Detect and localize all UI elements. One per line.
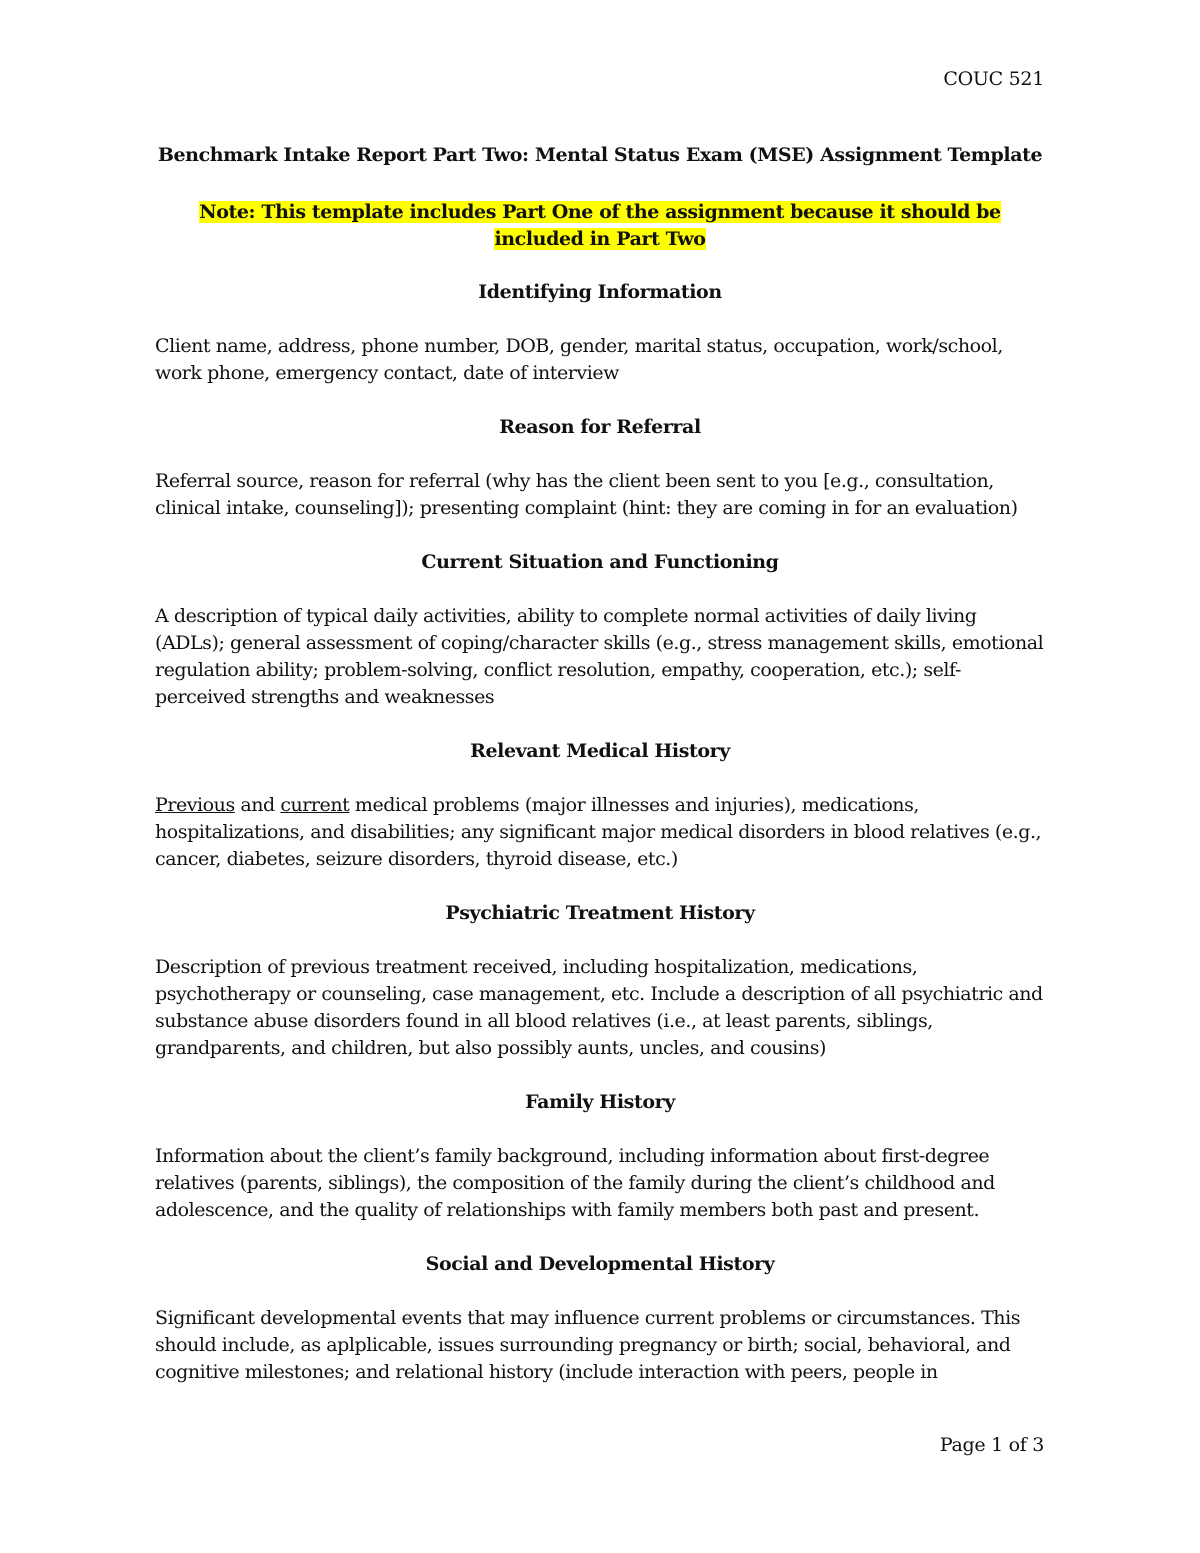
paragraph-psychiatric-treatment-history: Description of previous treatment received, including hospitalization, medications, psychotherapy or counseling, case management, etc. Include a description of all psychiatric and substance abuse disorders found in all blood relatives (i.e., at least parents, siblings, grandparents, and children, but also possibly aunts, uncles, and cousins) [155,956,1043,1059]
underlined-previous: Previous [155,794,235,816]
paragraph-family-history: Information about the client’s family background, including information about first-degree relatives (parents, siblings), the composition of the family during the client’s childhood and adolescence, and the quality of relationships with family members both past and present. [155,1145,995,1221]
heading-psychiatric-treatment-history: Psychiatric Treatment History [445,902,755,924]
paragraph-social-developmental-history: Significant developmental events that may influence current problems or circumstances. This should include, as aplplicable, issues surrounding pregnancy or birth; social, behavioral, and cognitive milestones; and relational history (include interaction with peers, people in [155,1307,1021,1383]
paragraph-relevant-medical-history [155,792,1045,873]
note-text: Note: This template includes Part One of the assignment because it should be included in Part Two [199,201,1001,250]
heading-current-situation: Current Situation and Functioning [421,551,779,573]
paragraph-reason-for-referral: Referral source, reason for referral (why has the client been sent to you [e.g., consultation, clinical intake, counseling]); presenting complaint (hint: they are coming in for an evaluation) [155,470,1018,519]
heading-relevant-medical-history: Relevant Medical History [470,740,730,762]
paragraph-current-situation: A description of typical daily activities, ability to complete normal activities of daily living (ADLs); general assessment of coping/character skills (e.g., stress management skills, emotional regulation ability; problem-solving, conflict resolution, empathy, cooperation, etc.); self-perceived strengths and weaknesses [155,605,1044,708]
heading-family-history: Family History [525,1091,675,1113]
text-and: and [234,794,281,816]
heading-identifying-information: Identifying Information [478,281,722,303]
page-number: Page 1 of 3 [939,1434,1044,1456]
text-medical-rest: medical problems (major illnesses and injuries), medications, hospitalizations, and disabilities; any significant major medical disorders in blood relatives (e.g., cancer, diabetes, seizure disorders, thyroid disease, etc.) [155,794,1042,870]
heading-social-developmental-history: Social and Developmental History [425,1253,775,1275]
heading-reason-for-referral: Reason for Referral [499,416,701,438]
highlighted-note [155,199,1045,253]
course-code: COUC 521 [943,68,1044,90]
document-title: Benchmark Intake Report Part Two: Mental Status Exam (MSE) Assignment Template [157,144,1043,166]
paragraph-identifying-information: Client name, address, phone number, DOB, gender, marital status, occupation, work/school, work phone, emergency contact, date of interview [155,335,1003,384]
underlined-current: current [280,794,350,816]
document-body [155,142,1045,1413]
